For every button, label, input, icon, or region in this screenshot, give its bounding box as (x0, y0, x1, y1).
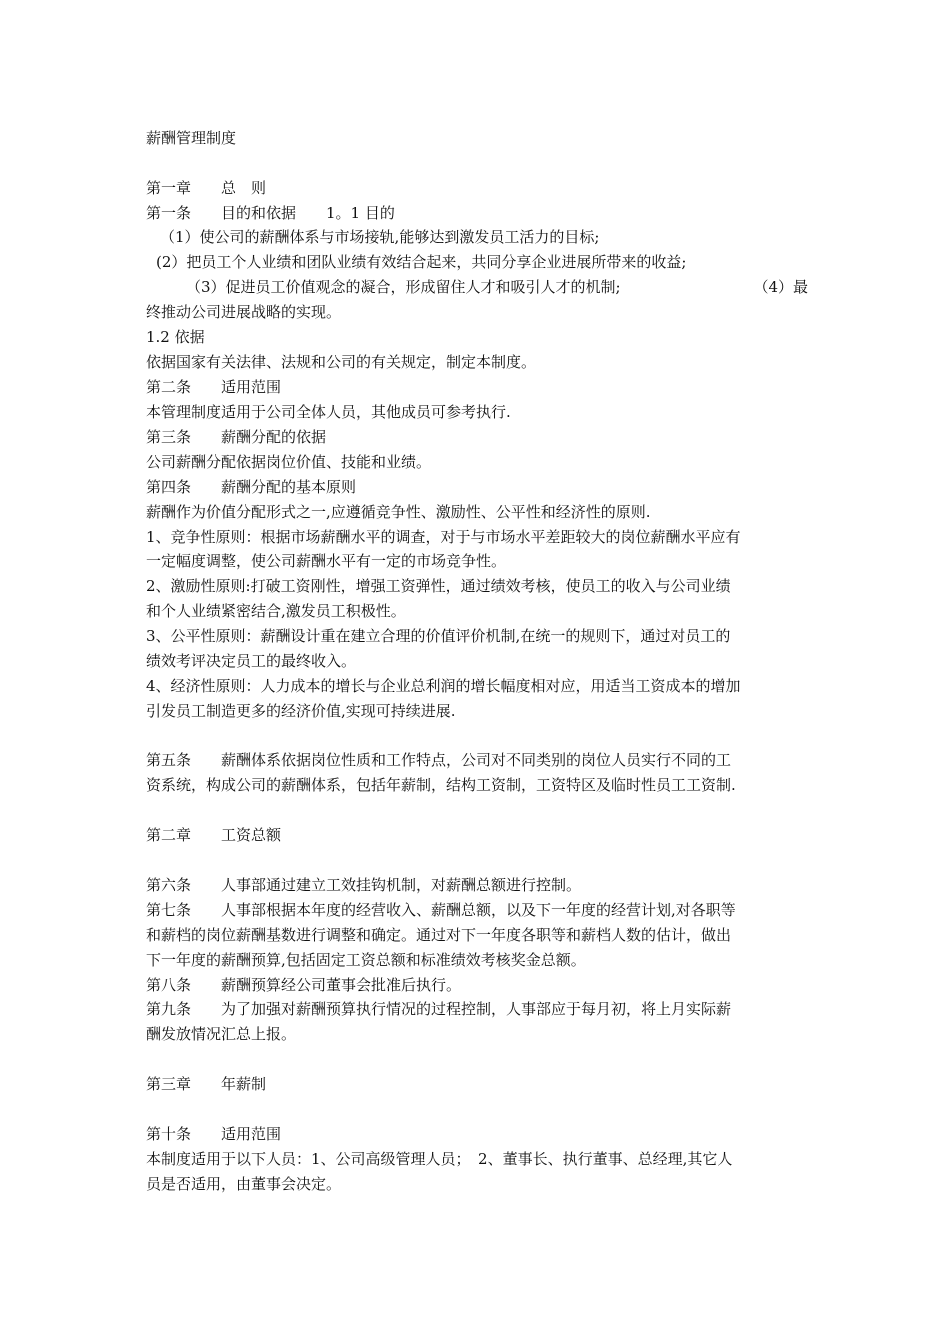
article-4-principle-2-line-1: 2、激励性原则:打破工资刚性，增强工资弹性，通过绩效考核，使员工的收入与公司业绩 (146, 577, 731, 595)
article-4-principle-4-line-1: 4、经济性原则：人力成本的增长与企业总利润的增长幅度相对应，用适当工资成本的增加 (146, 677, 741, 695)
document-page (146, 0, 808, 1344)
article-4-intro: 薪酬作为价值分配形式之一,应遵循竞争性、激励性、公平性和经济性的原则. (146, 503, 651, 521)
article-1-point-4-start: （4）最 (753, 278, 808, 296)
article-4-principle-3-line-2: 绩效考评决定员工的最终收入。 (146, 652, 357, 670)
article-1-point-1: （1）使公司的薪酬体系与市场接轨,能够达到激发员工活力的目标; (160, 228, 600, 246)
article-9-line-1: 第九条 为了加强对薪酬预算执行情况的过程控制，人事部应于每月初，将上月实际薪 (146, 1000, 732, 1018)
article-1-heading: 第一条 目的和依据 1。1 目的 (146, 204, 395, 222)
article-6: 第六条 人事部通过建立工效挂钩机制，对薪酬总额进行控制。 (146, 876, 582, 894)
article-10-heading: 第十条 适用范围 (146, 1125, 282, 1143)
article-4-principle-2-line-2: 和个人业绩紧密结合,激发员工积极性。 (146, 602, 406, 620)
article-1-point-2: (2）把员工个人业绩和团队业绩有效结合起来，共同分享企业进展所带来的收益; (156, 253, 687, 271)
document-title: 薪酬管理制度 (146, 129, 237, 147)
article-3-text: 公司薪酬分配依据岗位价值、技能和业绩。 (146, 453, 432, 471)
chapter-3-heading: 第三章 年薪制 (146, 1075, 267, 1093)
article-10-line-1: 本制度适用于以下人员：1、公司高级管理人员； 2、董事长、执行董事、总经理,其它人 (146, 1150, 733, 1168)
article-7-line-1: 第七条 人事部根据本年度的经营收入、薪酬总额，以及下一年度的经营计划,对各职等 (146, 901, 736, 919)
article-7-line-2: 和薪档的岗位薪酬基数进行调整和确定。通过对下一年度各职等和薪档人数的估计，做出 (146, 926, 732, 944)
article-4-heading: 第四条 薪酬分配的基本原则 (146, 478, 357, 496)
article-3-heading: 第三条 薪酬分配的依据 (146, 428, 327, 446)
article-4-principle-1-line-2: 一定幅度调整，使公司薪酬水平有一定的市场竞争性。 (146, 552, 507, 570)
article-10-line-2: 员是否适用，由董事会决定。 (146, 1175, 342, 1193)
article-7-line-3: 下一年度的薪酬预算,包括固定工资总额和标准绩效考核奖金总额。 (146, 951, 586, 969)
chapter-1-heading: 第一章 总 则 (146, 179, 267, 197)
article-4-principle-4-line-2: 引发员工制造更多的经济价值,实现可持续进展. (146, 702, 456, 720)
article-5-line-1: 第五条 薪酬体系依据岗位性质和工作特点，公司对不同类别的岗位人员实行不同的工 (146, 751, 732, 769)
article-1-point-4-end: 终推动公司进展战略的实现。 (146, 303, 342, 321)
article-5-line-2: 资系统，构成公司的薪酬体系，包括年薪制，结构工资制，工资特区及临时性员工工资制. (146, 776, 736, 794)
article-1-basis-text: 依据国家有关法律、法规和公司的有关规定，制定本制度。 (146, 353, 537, 371)
article-9-line-2: 酬发放情况汇总上报。 (146, 1025, 297, 1043)
article-4-principle-3-line-1: 3、公平性原则：薪酬设计重在建立合理的价值评价机制,在统一的规则下，通过对员工的 (146, 627, 731, 645)
article-8: 第八条 薪酬预算经公司董事会批准后执行。 (146, 976, 462, 994)
article-1-point-3: （3）促进员工价值观念的凝合，形成留住人才和吸引人才的机制; (186, 278, 621, 296)
article-2-text: 本管理制度适用于公司全体人员，其他成员可参考执行. (146, 403, 511, 421)
article-4-principle-1-line-1: 1、竞争性原则：根据市场薪酬水平的调查，对于与市场水平差距较大的岗位薪酬水平应有 (146, 528, 741, 546)
article-1-basis-heading: 1.2 依据 (146, 328, 205, 346)
chapter-2-heading: 第二章 工资总额 (146, 826, 282, 844)
article-2-heading: 第二条 适用范围 (146, 378, 282, 396)
